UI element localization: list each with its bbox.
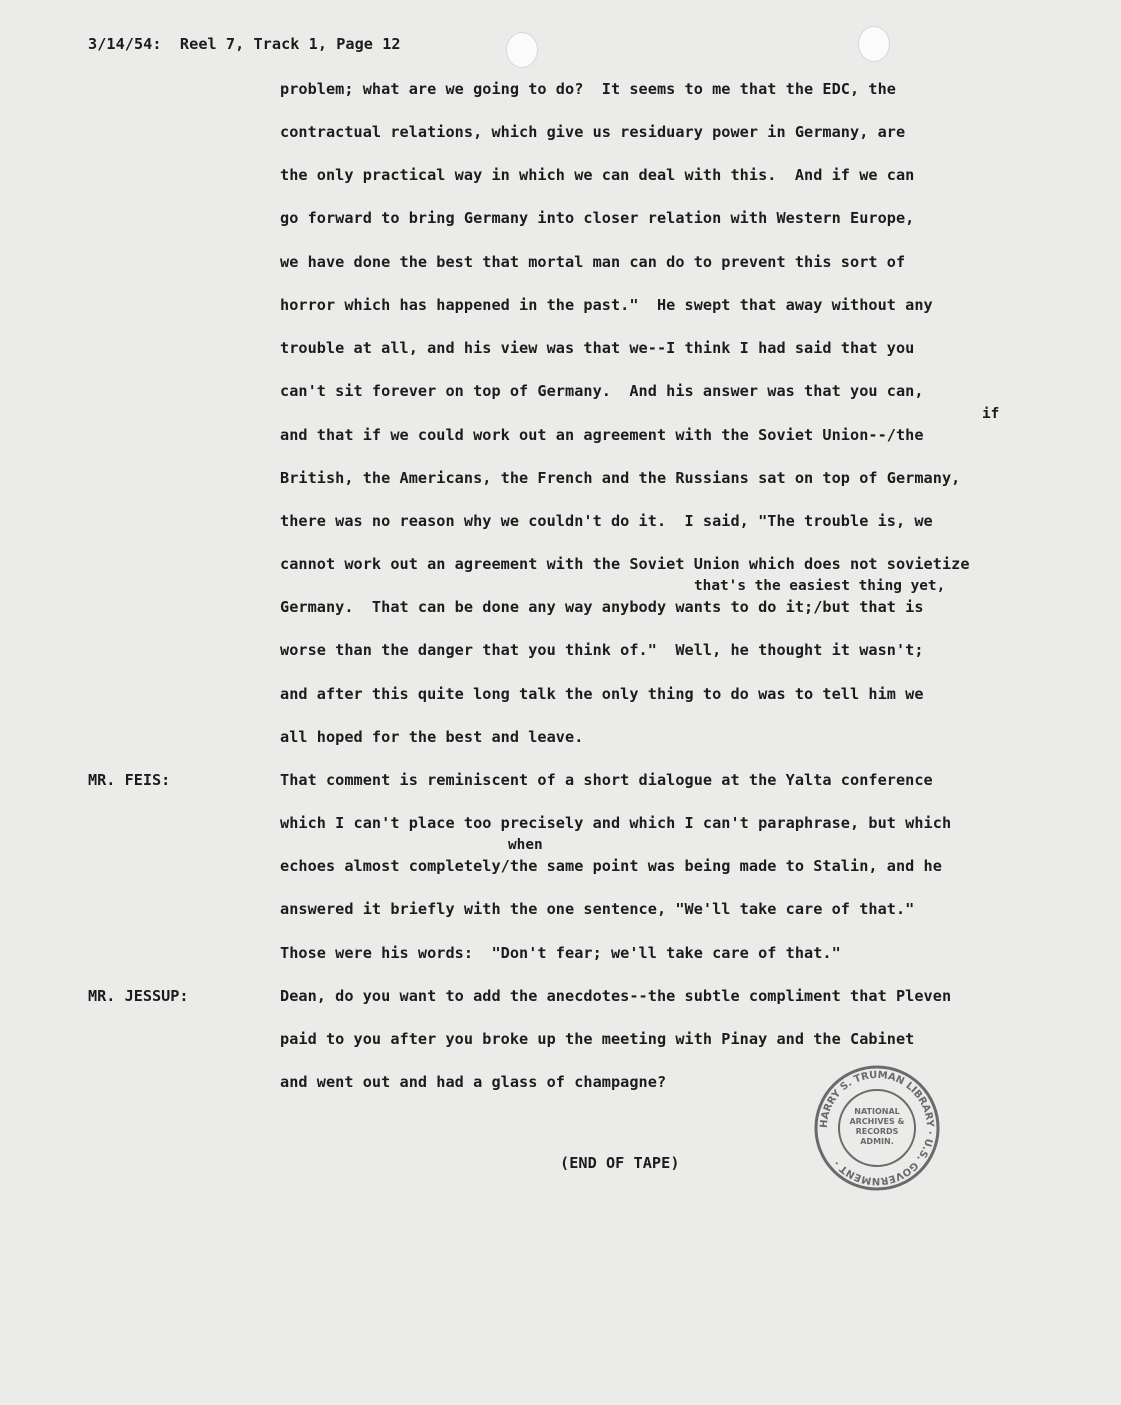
stamp-center-text: NATIONAL ARCHIVES & RECORDS ADMIN.	[849, 1107, 905, 1146]
text-line: and went out and had a glass of champagne?	[280, 1073, 667, 1091]
text-line: That comment is reminiscent of a short dialogue at the Yalta conference	[280, 771, 933, 789]
text-line: we have done the best that mortal man can do to prevent this sort of	[280, 253, 906, 271]
text-line: which I can't place too precisely and which I can't paraphrase, but which	[280, 814, 952, 832]
text-line: go forward to bring Germany into closer relation with Western Europe,	[280, 209, 915, 227]
end-of-tape-marker: (END OF TAPE)	[560, 1154, 680, 1172]
text-line: Those were his words: "Don't fear; we'll take care of that."	[280, 944, 841, 962]
text-line: and that if we could work out an agreement with the Soviet Union--/the	[280, 426, 924, 444]
stamp-ring-text: HARRY S. TRUMAN LIBRARY · U.S. GOVERNMENT ·	[818, 1069, 936, 1187]
text-line: Dean, do you want to add the anecdotes--the subtle compliment that Pleven	[280, 987, 952, 1005]
punch-hole	[858, 26, 890, 62]
handwritten-insert: if	[982, 406, 1000, 422]
text-line: British, the Americans, the French and the Russians sat on top of Germany,	[280, 469, 961, 487]
speaker-label: MR. JESSUP:	[88, 987, 189, 1005]
text-line: cannot work out an agreement with the Soviet Union which does not sovietize	[280, 555, 970, 573]
text-line: there was no reason why we couldn't do it. I said, "The trouble is, we	[280, 512, 933, 530]
page-header: 3/14/54: Reel 7, Track 1, Page 12	[88, 35, 401, 53]
text-line: trouble at all, and his view was that we--I think I had said that you	[280, 339, 915, 357]
text-line: and after this quite long talk the only thing to do was to tell him we	[280, 685, 924, 703]
text-line: the only practical way in which we can deal with this. And if we can	[280, 166, 915, 184]
text-line: horror which has happened in the past." He swept that away without any	[280, 296, 933, 314]
text-line: Germany. That can be done any way anybody wants to do it;/but that is	[280, 598, 924, 616]
text-line: problem; what are we going to do? It seems to me that the EDC, the	[280, 80, 896, 98]
archive-stamp	[812, 1063, 942, 1193]
interlinear-insert: that's the easiest thing yet,	[694, 578, 946, 594]
text-line: paid to you after you broke up the meeting with Pinay and the Cabinet	[280, 1030, 915, 1048]
speaker-label: MR. FEIS:	[88, 771, 171, 789]
text-line: echoes almost completely/the same point was being made to Stalin, and he	[280, 857, 942, 875]
punch-hole	[506, 32, 538, 68]
text-line: can't sit forever on top of Germany. And his answer was that you can,	[280, 382, 924, 400]
text-line: all hoped for the best and leave.	[280, 728, 584, 746]
text-line: worse than the danger that you think of." Well, he thought it wasn't;	[280, 641, 924, 659]
handwritten-insert: when	[508, 837, 543, 853]
text-line: contractual relations, which give us residuary power in Germany, are	[280, 123, 906, 141]
text-line: answered it briefly with the one sentence, "We'll take care of that."	[280, 900, 915, 918]
